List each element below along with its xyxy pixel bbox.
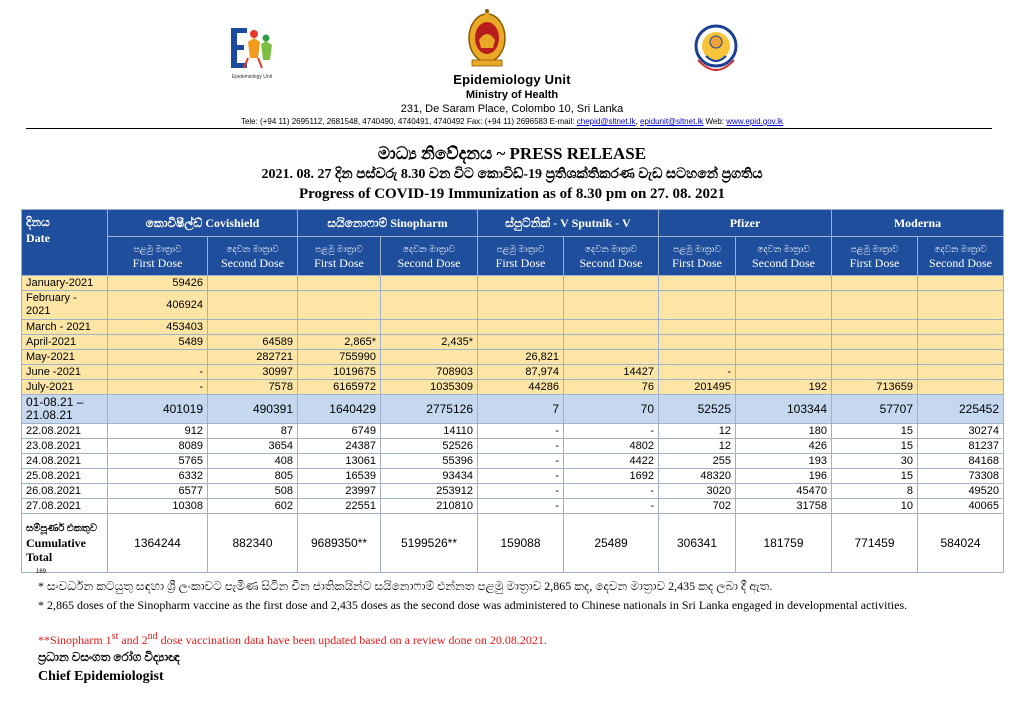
value-cell bbox=[918, 335, 1004, 350]
value-cell bbox=[832, 365, 918, 380]
web-label: Web: bbox=[703, 117, 727, 126]
table-row bbox=[22, 395, 1004, 424]
first-dose-header bbox=[478, 237, 564, 276]
date-cell: May-2021 bbox=[22, 350, 108, 365]
value-cell: 702 bbox=[659, 499, 736, 514]
vaccine-header-moderna: Moderna bbox=[832, 210, 1004, 237]
value-cell: 10308 bbox=[108, 499, 208, 514]
update-note-part: **Sinopharm 1 bbox=[38, 633, 112, 647]
value-cell: 22551 bbox=[298, 499, 381, 514]
value-cell bbox=[832, 276, 918, 291]
value-cell: 8 bbox=[832, 484, 918, 499]
value-cell: 8089 bbox=[108, 439, 208, 454]
value-cell: 201495 bbox=[659, 380, 736, 395]
total-value-cell: 771459 bbox=[832, 514, 918, 573]
value-cell bbox=[832, 320, 918, 335]
value-cell: - bbox=[564, 484, 659, 499]
first-dose-header-si: පළමු මාත්‍රාව bbox=[315, 244, 363, 254]
value-cell: 7 bbox=[478, 395, 564, 424]
value-cell: 5489 bbox=[108, 335, 208, 350]
value-cell: 64589 bbox=[208, 335, 298, 350]
total-value-cell: 1364244 bbox=[108, 514, 208, 573]
value-cell bbox=[478, 335, 564, 350]
value-cell bbox=[659, 320, 736, 335]
value-cell: - bbox=[478, 439, 564, 454]
value-cell: 15 bbox=[832, 439, 918, 454]
second-dose-header bbox=[918, 237, 1004, 276]
value-cell: 45470 bbox=[736, 484, 832, 499]
value-cell: 12 bbox=[659, 439, 736, 454]
email-link-epidunit[interactable]: epidunit@sltnet.lk bbox=[640, 117, 704, 126]
address: 231, De Saram Place, Colombo 10, Sri Lanka bbox=[400, 103, 624, 115]
first-dose-header-en: First Dose bbox=[132, 256, 183, 270]
footnote-sinhala: * සංවර්ධන කටයුතු සඳහා ශ්‍රී ලංකාවට පැමිණ සිටින චීන ජාතිකයින්ට සයිනොෆාම් එන්නත පළමු මාත්‍රාව 2,865 කද, දෙවන මාත්‍රාව 2,435 කද ලබා දී ඇත. bbox=[38, 579, 773, 593]
vaccine-header-pfizer: Pfizer bbox=[659, 210, 832, 237]
value-cell: 70 bbox=[564, 395, 659, 424]
value-cell bbox=[736, 365, 832, 380]
value-cell: 1019675 bbox=[298, 365, 381, 380]
value-cell bbox=[918, 365, 1004, 380]
page-tag: 169 bbox=[36, 569, 47, 575]
value-cell: 30997 bbox=[208, 365, 298, 380]
value-cell: 81237 bbox=[918, 439, 1004, 454]
value-cell: 15 bbox=[832, 424, 918, 439]
value-cell: 1640429 bbox=[298, 395, 381, 424]
value-cell: 103344 bbox=[736, 395, 832, 424]
second-dose-header-en: Second Dose bbox=[397, 256, 461, 270]
value-cell: 282721 bbox=[208, 350, 298, 365]
value-cell: 48320 bbox=[659, 469, 736, 484]
value-cell: 52526 bbox=[381, 439, 478, 454]
first-dose-header bbox=[659, 237, 736, 276]
date-column-header bbox=[22, 210, 108, 276]
dose-header-row bbox=[22, 237, 1004, 276]
value-cell: 73308 bbox=[918, 469, 1004, 484]
value-cell: 602 bbox=[208, 499, 298, 514]
value-cell: 6749 bbox=[298, 424, 381, 439]
table-row bbox=[22, 350, 1004, 365]
second-dose-header-si: දෙවන මාත්‍රාව bbox=[584, 244, 638, 254]
value-cell bbox=[918, 276, 1004, 291]
value-cell: 406924 bbox=[108, 291, 208, 320]
second-dose-header-en: Second Dose bbox=[929, 256, 993, 270]
value-cell: 16539 bbox=[298, 469, 381, 484]
value-cell: 6332 bbox=[108, 469, 208, 484]
table-body bbox=[22, 276, 1004, 573]
value-cell bbox=[659, 350, 736, 365]
total-value-cell: 882340 bbox=[208, 514, 298, 573]
value-cell: 10 bbox=[832, 499, 918, 514]
date-header-si: දිනය bbox=[26, 215, 50, 229]
value-cell: 5765 bbox=[108, 454, 208, 469]
value-cell: 253912 bbox=[381, 484, 478, 499]
vaccine-header-sinopharm: සයිනොෆාම් Sinopharm bbox=[298, 210, 478, 237]
date-cell: 25.08.2021 bbox=[22, 469, 108, 484]
vaccine-header-row bbox=[22, 210, 1004, 237]
value-cell bbox=[659, 291, 736, 320]
value-cell: 7578 bbox=[208, 380, 298, 395]
table-row bbox=[22, 291, 1004, 320]
value-cell bbox=[208, 276, 298, 291]
value-cell bbox=[659, 276, 736, 291]
value-cell: - bbox=[478, 424, 564, 439]
value-cell: 12 bbox=[659, 424, 736, 439]
value-cell: - bbox=[659, 365, 736, 380]
update-note-part: dose vaccination data have been updated based on a review done on 20.08.2021. bbox=[157, 633, 547, 647]
value-cell bbox=[832, 291, 918, 320]
value-cell: 255 bbox=[659, 454, 736, 469]
value-cell: 26,821 bbox=[478, 350, 564, 365]
value-cell bbox=[564, 350, 659, 365]
value-cell: 84168 bbox=[918, 454, 1004, 469]
value-cell bbox=[108, 350, 208, 365]
value-cell bbox=[564, 291, 659, 320]
table-row bbox=[22, 499, 1004, 514]
second-dose-header-en: Second Dose bbox=[221, 256, 284, 270]
first-dose-header-en: First Dose bbox=[314, 256, 364, 270]
date-cell: 23.08.2021 bbox=[22, 439, 108, 454]
value-cell: 196 bbox=[736, 469, 832, 484]
value-cell: 2,435* bbox=[381, 335, 478, 350]
date-cell: July-2021 bbox=[22, 380, 108, 395]
value-cell: 13061 bbox=[298, 454, 381, 469]
value-cell: 6577 bbox=[108, 484, 208, 499]
value-cell: 87 bbox=[208, 424, 298, 439]
date-cell: February - 2021 bbox=[22, 291, 108, 320]
value-cell bbox=[918, 291, 1004, 320]
value-cell bbox=[659, 335, 736, 350]
value-cell: 912 bbox=[108, 424, 208, 439]
value-cell: 1035309 bbox=[381, 380, 478, 395]
value-cell bbox=[918, 350, 1004, 365]
cumulative-total-row bbox=[22, 514, 1004, 573]
second-dose-header bbox=[381, 237, 478, 276]
value-cell: - bbox=[108, 365, 208, 380]
value-cell: 805 bbox=[208, 469, 298, 484]
total-value-cell: 306341 bbox=[659, 514, 736, 573]
value-cell: 192 bbox=[736, 380, 832, 395]
value-cell bbox=[736, 320, 832, 335]
separator: , bbox=[635, 117, 641, 126]
second-dose-header-si: දෙවන මාත්‍රාව bbox=[934, 244, 987, 254]
date-cell: March - 2021 bbox=[22, 320, 108, 335]
contact-line bbox=[30, 117, 994, 126]
value-cell bbox=[564, 335, 659, 350]
value-cell bbox=[208, 320, 298, 335]
progress-title-sinhala: 2021. 08. 27 දින පස්වරු 8.30 වන විට කොවිඩ්-19 ප්‍රතිශක්තිකරණ වැඩ සටහනේ ප්‍රගතිය bbox=[261, 167, 763, 182]
table-row bbox=[22, 365, 1004, 380]
total-value-cell: 181759 bbox=[736, 514, 832, 573]
first-dose-header-si: පළමු මාත්‍රාව bbox=[673, 244, 721, 254]
header-divider bbox=[26, 128, 992, 129]
first-dose-header-si: පළමු මාත්‍රාව bbox=[850, 244, 899, 254]
date-cell: January-2021 bbox=[22, 276, 108, 291]
value-cell bbox=[918, 380, 1004, 395]
total-label-cell bbox=[22, 514, 108, 573]
value-cell bbox=[381, 320, 478, 335]
value-cell bbox=[736, 335, 832, 350]
value-cell bbox=[298, 276, 381, 291]
date-header-en: Date bbox=[26, 231, 50, 245]
total-value-cell: 5199526** bbox=[381, 514, 478, 573]
first-dose-header bbox=[298, 237, 381, 276]
value-cell: 210810 bbox=[381, 499, 478, 514]
value-cell: 55396 bbox=[381, 454, 478, 469]
value-cell: 2,865* bbox=[298, 335, 381, 350]
value-cell bbox=[298, 291, 381, 320]
date-cell: June -2021 bbox=[22, 365, 108, 380]
value-cell: 508 bbox=[208, 484, 298, 499]
total-value-cell: 25489 bbox=[564, 514, 659, 573]
value-cell: 52525 bbox=[659, 395, 736, 424]
value-cell: 76 bbox=[564, 380, 659, 395]
value-cell: 59426 bbox=[108, 276, 208, 291]
value-cell: - bbox=[478, 454, 564, 469]
table-row bbox=[22, 380, 1004, 395]
table-row bbox=[22, 484, 1004, 499]
value-cell: 57707 bbox=[832, 395, 918, 424]
value-cell bbox=[564, 276, 659, 291]
value-cell: 490391 bbox=[208, 395, 298, 424]
signature-title-english: Chief Epidemiologist bbox=[38, 669, 164, 684]
first-dose-header-en: First Dose bbox=[849, 256, 900, 270]
value-cell: 2775126 bbox=[381, 395, 478, 424]
value-cell bbox=[918, 320, 1004, 335]
value-cell: - bbox=[478, 499, 564, 514]
date-cell: 27.08.2021 bbox=[22, 499, 108, 514]
value-cell: - bbox=[478, 469, 564, 484]
signature-title-sinhala: ප්‍රධාන වසංගත රෝග විද්‍යාඥ bbox=[38, 650, 180, 664]
total-value-cell: 9689350** bbox=[298, 514, 381, 573]
date-cell: April-2021 bbox=[22, 335, 108, 350]
table-row bbox=[22, 335, 1004, 350]
value-cell: 4422 bbox=[564, 454, 659, 469]
vaccine-header-covishield: කොවිෂීල්ඩ් Covishield bbox=[108, 210, 298, 237]
date-cell: 26.08.2021 bbox=[22, 484, 108, 499]
value-cell: 193 bbox=[736, 454, 832, 469]
value-cell: 1692 bbox=[564, 469, 659, 484]
table-row bbox=[22, 320, 1004, 335]
first-dose-header bbox=[108, 237, 208, 276]
value-cell bbox=[298, 320, 381, 335]
value-cell: - bbox=[564, 499, 659, 514]
value-cell: 713659 bbox=[832, 380, 918, 395]
second-dose-header bbox=[208, 237, 298, 276]
organization-name: Epidemiology Unit bbox=[453, 72, 571, 87]
value-cell bbox=[478, 291, 564, 320]
value-cell bbox=[564, 320, 659, 335]
value-cell: 401019 bbox=[108, 395, 208, 424]
contact-text: Tele: (+94 11) 2695112, 2681548, 4740490, 4740491, 4740492 Fax: (+94 11) 2696583 E-mail: bbox=[240, 117, 577, 126]
website-link[interactable]: www.epid.gov.lk bbox=[726, 117, 784, 126]
immunization-table bbox=[21, 209, 1004, 573]
value-cell: 4802 bbox=[564, 439, 659, 454]
value-cell: 24387 bbox=[298, 439, 381, 454]
first-dose-header-si: පළමු මාත්‍රාව bbox=[133, 244, 182, 254]
table-row bbox=[22, 469, 1004, 484]
footnote-english: * 2,865 doses of the Sinopharm vaccine as the first dose and 2,435 doses as the second dose was administered to Chinese nationals in Sri Lanka engaged in developmental activities. bbox=[38, 598, 908, 612]
sri-lanka-emblem bbox=[466, 8, 508, 70]
date-cell: 01-08.21 – 21.08.21 bbox=[22, 395, 108, 424]
update-note bbox=[38, 631, 547, 648]
total-value-cell: 584024 bbox=[918, 514, 1004, 573]
value-cell bbox=[478, 276, 564, 291]
first-dose-header bbox=[832, 237, 918, 276]
vaccine-header-sputnik: ස්පුට්නික් - V Sputnik - V bbox=[478, 210, 659, 237]
value-cell: 14427 bbox=[564, 365, 659, 380]
table-row bbox=[22, 439, 1004, 454]
value-cell: 40065 bbox=[918, 499, 1004, 514]
value-cell bbox=[736, 291, 832, 320]
value-cell: 30274 bbox=[918, 424, 1004, 439]
progress-title-english: Progress of COVID-19 Immunization as of 8.30 pm on 27. 08. 2021 bbox=[298, 186, 726, 202]
value-cell bbox=[381, 291, 478, 320]
total-value-cell: 159088 bbox=[478, 514, 564, 573]
value-cell: 426 bbox=[736, 439, 832, 454]
value-cell bbox=[381, 350, 478, 365]
second-dose-header-en: Second Dose bbox=[579, 256, 643, 270]
value-cell: 755990 bbox=[298, 350, 381, 365]
value-cell: 225452 bbox=[918, 395, 1004, 424]
second-dose-header-si: දෙවන මාත්‍රාව bbox=[757, 244, 810, 254]
second-dose-header-en: Second Dose bbox=[752, 256, 815, 270]
value-cell: 31758 bbox=[736, 499, 832, 514]
value-cell: 408 bbox=[208, 454, 298, 469]
update-note-sup: nd bbox=[147, 631, 158, 642]
table-row bbox=[22, 276, 1004, 291]
value-cell: 3020 bbox=[659, 484, 736, 499]
press-release-title: මාධ්‍ය නිවේදනය ~ PRESS RELEASE bbox=[377, 144, 647, 163]
table-row bbox=[22, 454, 1004, 469]
first-dose-header-en: First Dose bbox=[495, 256, 546, 270]
value-cell bbox=[478, 320, 564, 335]
value-cell: - bbox=[564, 424, 659, 439]
value-cell: 6165972 bbox=[298, 380, 381, 395]
value-cell: - bbox=[478, 484, 564, 499]
email-link-chepid[interactable]: chepid@sltnet.lk bbox=[576, 117, 636, 126]
value-cell: - bbox=[108, 380, 208, 395]
value-cell: 180 bbox=[736, 424, 832, 439]
value-cell: 15 bbox=[832, 469, 918, 484]
value-cell: 93434 bbox=[381, 469, 478, 484]
value-cell bbox=[381, 276, 478, 291]
update-note-sup: st bbox=[111, 631, 119, 642]
table-row bbox=[22, 424, 1004, 439]
value-cell: 708903 bbox=[381, 365, 478, 380]
value-cell bbox=[832, 350, 918, 365]
total-label-en: Cumulative Total bbox=[26, 536, 86, 564]
value-cell bbox=[736, 350, 832, 365]
value-cell: 23997 bbox=[298, 484, 381, 499]
value-cell: 30 bbox=[832, 454, 918, 469]
value-cell: 453403 bbox=[108, 320, 208, 335]
second-dose-header bbox=[736, 237, 832, 276]
total-label-si: සම්පූර්ණ එකතුව bbox=[26, 523, 98, 534]
date-cell: 22.08.2021 bbox=[22, 424, 108, 439]
value-cell: 49520 bbox=[918, 484, 1004, 499]
value-cell: 14110 bbox=[381, 424, 478, 439]
ministry-name: Ministry of Health bbox=[465, 89, 559, 101]
second-dose-header bbox=[564, 237, 659, 276]
date-cell: 24.08.2021 bbox=[22, 454, 108, 469]
value-cell: 3654 bbox=[208, 439, 298, 454]
first-dose-header-si: පළමු මාත්‍රාව bbox=[496, 244, 545, 254]
value-cell bbox=[832, 335, 918, 350]
value-cell bbox=[208, 291, 298, 320]
value-cell bbox=[736, 276, 832, 291]
update-note-part: and 2 bbox=[118, 633, 148, 647]
svg-text:Epidemiology Unit: Epidemiology Unit bbox=[231, 74, 273, 80]
value-cell: 44286 bbox=[478, 380, 564, 395]
first-dose-header-en: First Dose bbox=[672, 256, 722, 270]
second-dose-header-si: දෙවන මාත්‍රාව bbox=[226, 244, 279, 254]
second-dose-header-si: දෙවන මාත්‍රාව bbox=[402, 244, 456, 254]
value-cell: 87,974 bbox=[478, 365, 564, 380]
